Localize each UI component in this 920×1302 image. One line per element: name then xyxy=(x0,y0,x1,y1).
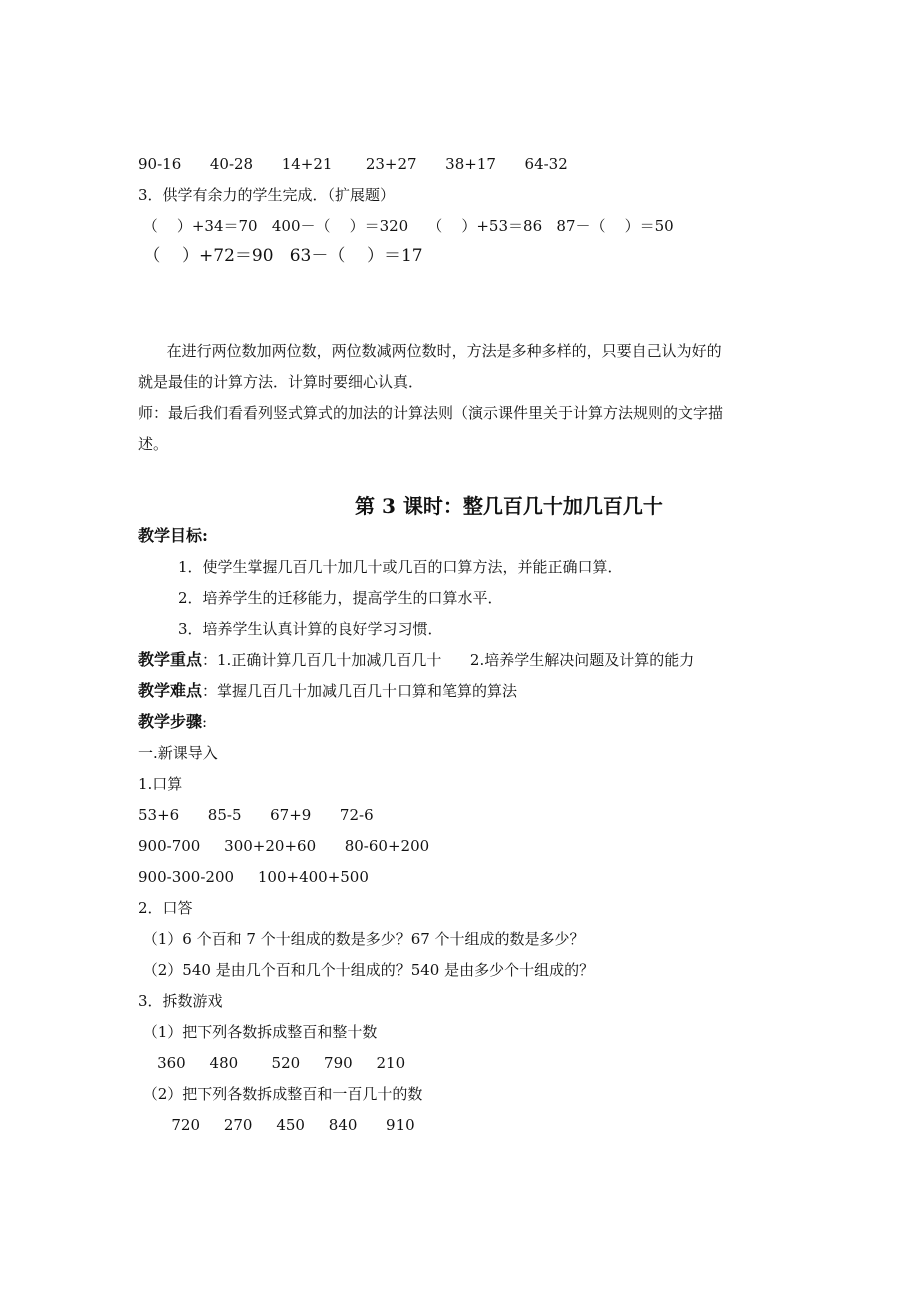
key-points xyxy=(138,650,694,670)
oral-answer-question-2: （2）540 是由几个百和几个十组成的？540 是由多少个十组成的？ xyxy=(138,961,595,979)
extension-row-1: （ ）+34＝70 400－（ ）＝320 （ ）+53＝86 87－（ ）＝50 xyxy=(138,217,674,235)
extension-row-2: （ ）+72＝90 63－（ ）＝17 xyxy=(138,246,423,266)
split-game-label: 3．拆数游戏 xyxy=(138,992,223,1010)
summary-para2-line1: 师：最后我们看看列竖式算式的加法的计算法则（演示课件里关于计算方法规则的文字描 xyxy=(138,404,724,422)
objective-item: 3．培养学生认真计算的良好学习习惯． xyxy=(178,620,443,638)
oral-answer-question-1: （1）6 个百和 7 个十组成的数是多少？67 个十组成的数是多少？ xyxy=(138,930,585,948)
calc-row: 90-16 40-28 14+21 23+27 38+17 64-32 xyxy=(138,155,568,173)
objective-item: 1．使学生掌握几百几十加几十或几百的口算方法，并能正确口算． xyxy=(178,558,623,576)
lesson-title: 第 3 课时：整几百几十加几百几十 xyxy=(355,494,663,518)
summary-para2-line2: 述。 xyxy=(138,435,169,453)
extension-label: 3．供学有余力的学生完成．（扩展题） xyxy=(138,186,396,204)
oral-calc-row: 53+6 85-5 67+9 72-6 xyxy=(138,806,374,824)
split-question-1-numbers: 360 480 520 790 210 xyxy=(138,1054,406,1072)
key-points-label: 教学重点 xyxy=(138,650,203,669)
oral-calc-label: 1.口算 xyxy=(138,775,183,793)
oral-calc-row: 900-300-200 100+400+500 xyxy=(138,868,369,886)
summary-para1-line2: 就是最佳的计算方法．计算时要细心认真． xyxy=(138,373,424,391)
intro-heading: 一.新课导入 xyxy=(138,744,218,762)
difficulty xyxy=(138,681,517,701)
key-points-text: ：1.正确计算几百几十加减几百几十 2.培养学生解决问题及计算的能力 xyxy=(202,651,695,669)
split-question-2-numbers: 720 270 450 840 910 xyxy=(138,1116,415,1134)
steps-label: 教学步骤 xyxy=(138,712,203,731)
summary-para1-line1: 在进行两位数加两位数，两位数减两位数时，方法是多种多样的，只要自己认为好的 xyxy=(138,342,722,360)
steps-colon: : xyxy=(202,713,208,731)
difficulty-text: ：掌握几百几十加减几百几十口算和笔算的算法 xyxy=(202,682,518,700)
steps-heading xyxy=(138,712,207,732)
oral-answer-label: 2．口答 xyxy=(138,899,193,917)
objectives-heading: 教学目标: xyxy=(138,526,208,545)
difficulty-label: 教学难点 xyxy=(138,681,203,700)
split-question-2: （2）把下列各数拆成整百和一百几十的数 xyxy=(138,1085,423,1103)
split-question-1: （1）把下列各数拆成整百和整十数 xyxy=(138,1023,378,1041)
objective-item: 2．培养学生的迁移能力，提高学生的口算水平． xyxy=(178,589,503,607)
oral-calc-row: 900-700 300+20+60 80-60+200 xyxy=(138,837,430,855)
